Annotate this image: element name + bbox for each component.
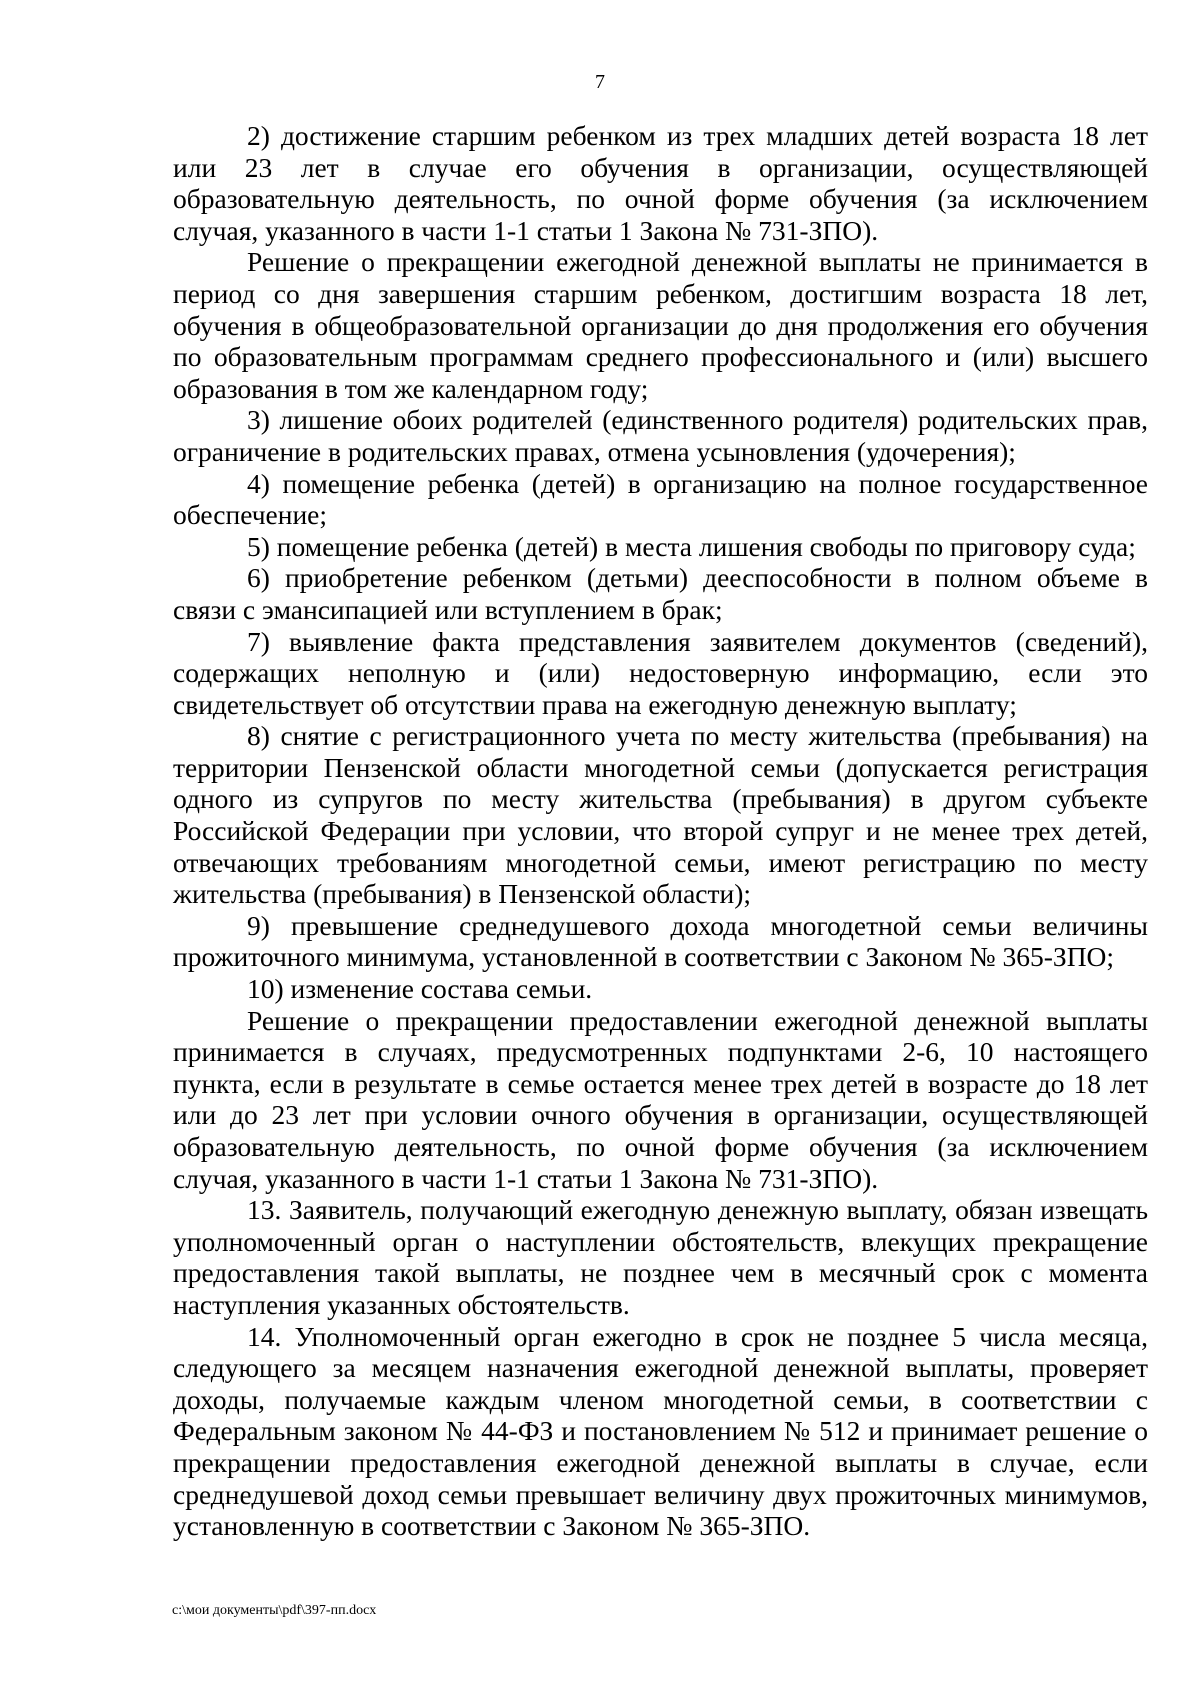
paragraph-subitem-9: 9) превышение среднедушевого дохода многодетной семьи величины прожиточного минимума, установленной в соответствии с Законом № 365-ЗПО; xyxy=(173,909,1148,973)
document-body xyxy=(173,120,1148,1542)
paragraph-item-14: 14. Уполномоченный орган ежегодно в срок не позднее 5 числа месяца, следующего за месяцем назначения ежегодной денежной выплаты, проверяет доходы, получаемые каждым членом многодетной семьи, в соответствии с Федеральным законом № 44-ФЗ и постановлением № 512 и принимает решение о прекращении предоставления ежегодной денежной выплаты в случае, если среднедушевой доход семьи превышает величину двух прожиточных минимумов, установленную в соответствии с Законом № 365-ЗПО. xyxy=(173,1320,1148,1542)
paragraph-subitem-2: 2) достижение старшим ребенком из трех младших детей возраста 18 лет или 23 лет в случае его обучения в организации, осуществляющей образовательную деятельность, по очной форме обучения (за исключением случая, указанного в части 1-1 статьи 1 Закона № 731-ЗПО). xyxy=(173,120,1148,246)
paragraph-decision-not-taken: Решение о прекращении ежегодной денежной выплаты не принимается в период со дня завершения старшим ребенком, достигшим возраста 18 лет, обучения в общеобразовательной организации до дня продолжения его обучения по образовательным программам среднего профессионального и (или) высшего образования в том же календарном году; xyxy=(173,246,1148,404)
paragraph-subitem-6: 6) приобретение ребенком (детьми) дееспособности в полном объеме в связи с эмансипацией или вступлением в брак; xyxy=(173,562,1148,625)
page-number: 7 xyxy=(595,71,605,93)
paragraph-subitem-5: 5) помещение ребенка (детей) в места лишения свободы по приговору суда; xyxy=(247,530,1136,562)
paragraph-subitem-3: 3) лишение обоих родителей (единственного родителя) родительских прав, ограничение в родительских правах, отмена усыновления (удочерения); xyxy=(173,404,1148,467)
paragraph-subitem-8: 8) снятие с регистрационного учета по месту жительства (пребывания) на территории Пензенской области многодетной семьи (допускается регистрация одного из супругов по месту жительства (пребывания) в другом субъекте Российской Федерации при условии, что второй супруг и не менее трех детей, отвечающих требованиям многодетной семьи, имеют регистрацию по месту жительства (пребывания) в Пензенской области); xyxy=(173,720,1148,910)
footer-file-path: c:\мои документы\pdf\397-пп.docx xyxy=(172,1603,377,1618)
paragraph-subitem-4: 4) помещение ребенка (детей) в организацию на полное государственное обеспечение; xyxy=(173,467,1148,531)
paragraph-decision-termination: Решение о прекращении предоставлении ежегодной денежной выплаты принимается в случаях, предусмотренных подпунктами 2-6, 10 настоящего пункта, если в результате в семье остается менее трех детей в возрасте до 18 лет или до 23 лет при условии очного обучения в организации, осуществляющей образовательную деятельность, по очной форме обучения (за исключением случая, указанного в части 1-1 статьи 1 Закона № 731-ЗПО). xyxy=(173,1004,1148,1194)
paragraph-subitem-7: 7) выявление факта представления заявителем документов (сведений), содержащих неполную и (или) недостоверную информацию, если это свидетельствует об отсутствии права на ежегодную денежную выплату; xyxy=(173,625,1148,720)
paragraph-subitem-10: 10) изменение состава семьи. xyxy=(247,973,593,1005)
paragraph-item-13: 13. Заявитель, получающий ежегодную денежную выплату, обязан извещать уполномоченный орган о наступлении обстоятельств, влекущих прекращение предоставления такой выплаты, не позднее чем в месячный срок с момента наступления указанных обстоятельств. xyxy=(173,1194,1148,1320)
